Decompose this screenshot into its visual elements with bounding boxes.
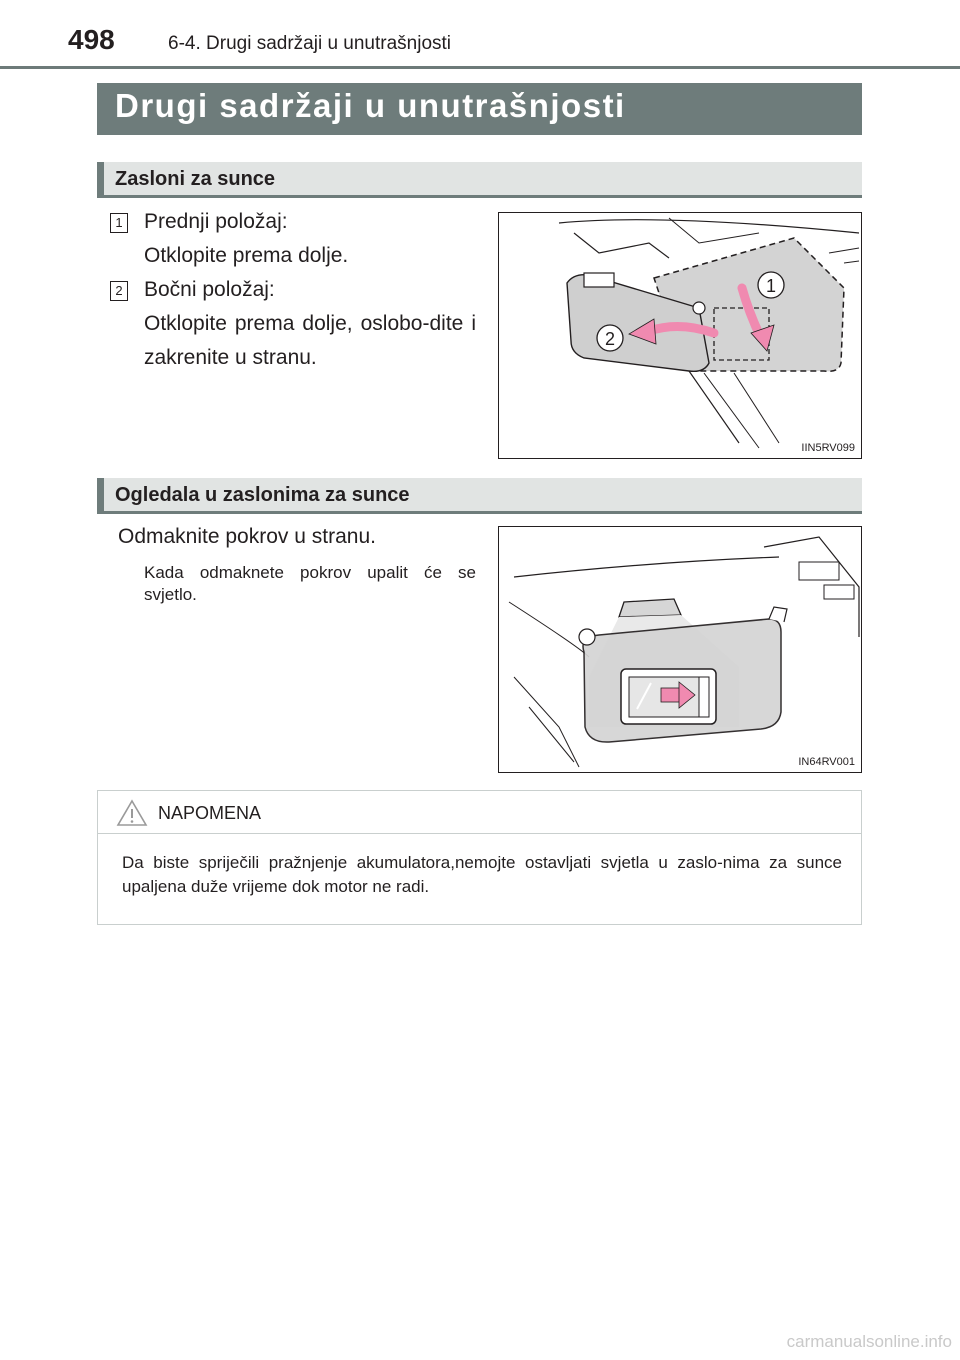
section-accent xyxy=(97,478,104,511)
svg-text:2: 2 xyxy=(604,329,616,349)
step-text: Otklopite prema dolje, oslobo-dite i zakrenite u stranu. xyxy=(144,312,476,369)
watermark: carmanualsonline.info xyxy=(786,1332,952,1351)
step-text: Otklopite prema dolje. xyxy=(144,244,349,267)
header-rule xyxy=(0,66,960,69)
page-title: Drugi sadržaji u unutrašnjosti xyxy=(115,87,626,124)
notice-box xyxy=(97,790,862,925)
sun-visor-illustration xyxy=(499,213,861,458)
notice-text: Da biste spriječili pražnjenje akumulatora,nemojte ostavljati svjetla u zaslo-nima za sunce upaljena duže vrijeme dok motor ne radi. xyxy=(122,853,842,896)
instruction-note: Kada odmaknete pokrov upalit će se svjetlo. xyxy=(144,563,476,604)
figure-code: IIN5RV099 xyxy=(801,442,855,454)
step-number: 1 xyxy=(110,213,128,233)
figure-vanity-mirror xyxy=(498,526,862,773)
step-label: Prednji položaj: xyxy=(144,210,288,233)
running-head: 6-4. Drugi sadržaji u unutrašnjosti xyxy=(168,33,452,54)
notice-title: NAPOMENA xyxy=(158,803,262,823)
svg-text:1: 1 xyxy=(765,276,777,296)
page-number: 498 xyxy=(68,24,115,55)
warning-icon xyxy=(116,799,148,827)
section-header-vanity-mirrors xyxy=(97,478,862,514)
section-header-sun-visors xyxy=(97,162,862,198)
vanity-mirror-illustration xyxy=(499,527,861,772)
notice-divider xyxy=(98,833,861,834)
step-label: Bočni položaj: xyxy=(144,278,275,301)
instruction-text: Odmaknite pokrov u stranu. xyxy=(118,525,376,548)
section-title: Ogledala u zaslonima za sunce xyxy=(115,484,410,506)
section-title: Zasloni za sunce xyxy=(115,168,276,190)
section-accent xyxy=(97,162,104,195)
step-number: 2 xyxy=(110,281,128,301)
figure-sun-visor xyxy=(498,212,862,459)
figure-code: IN64RV001 xyxy=(798,756,855,768)
